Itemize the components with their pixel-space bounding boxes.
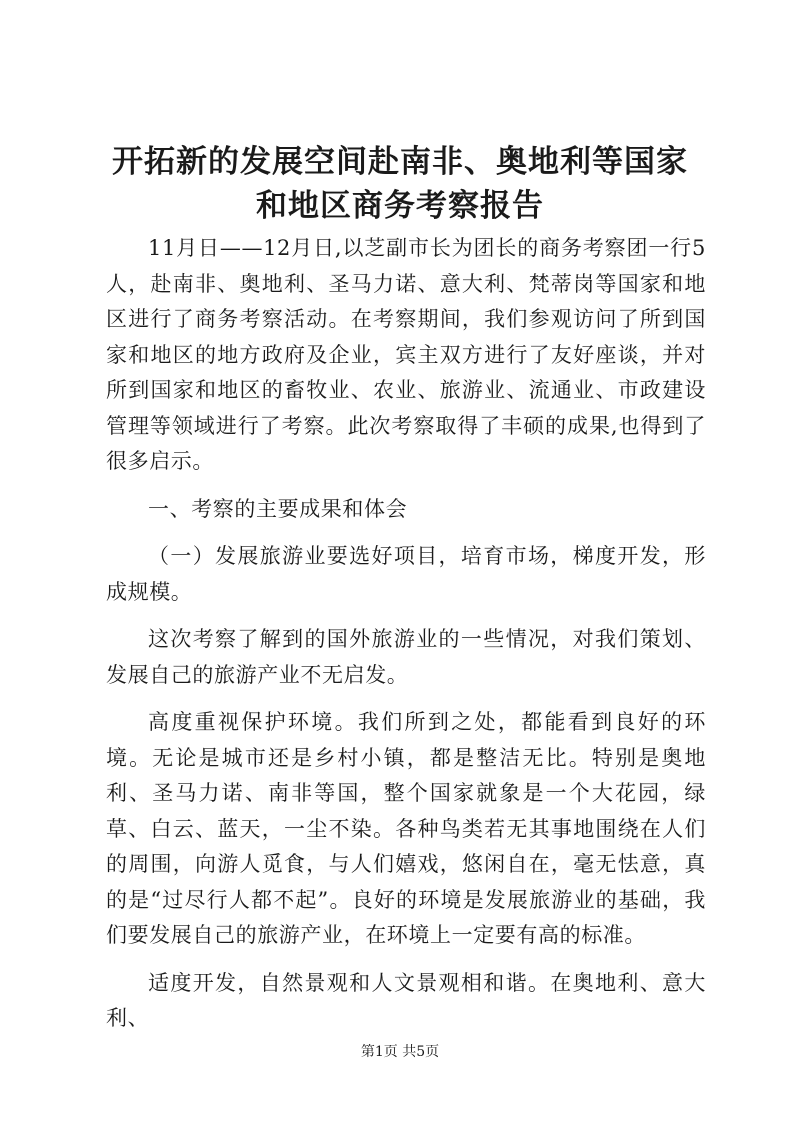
paragraph-environment: 高度重视保护环境。我们所到之处，都能看到良好的环境。无论是城市还是乡村小镇，都是整洁无比。特别是奥地利、圣马力诺、南非等国，整个国家就象是一个大花园，绿草、白云、蓝天，一尘不染。各种鸟类若无其事地围绕在人们的周围，向游人觅食，与人们嬉戏，悠闲自在，毫无怯意，真的是“过尽行人都不起”。良好的环境是发展旅游业的基础，我们要发展自己的旅游产业，在环境上一定要有高的标准。: [106, 710, 706, 947]
section-heading: 一、考察的主要成果和体会: [148, 496, 408, 521]
document-body: [106, 231, 706, 1037]
paragraph-intro: 11月日——12月日,以芝副市长为团长的商务考察团一行5人，赴南非、奥地利、圣马力诺、意大利、梵蒂岗等国家和地区进行了商务考察活动。在考察期间，我们参观访问了所到国家和地区的地方政府及企业，宾主双方进行了友好座谈，并对所到国家和地区的畜牧业、农业、旅游业、流通业、市政建设管理等领域进行了考察。此次考察取得了丰硕的成果,也得到了很多启示。: [106, 236, 706, 473]
paragraph-tourism-intro: 这次考察了解到的国外旅游业的一些情况，对我们策划、发展自己的旅游产业不无启发。: [106, 627, 706, 687]
document-title: 开拓新的发展空间赴南非、奥地利等国家和地区商务考察报告: [112, 144, 688, 224]
paragraph-development: 适度开发，自然景观和人文景观相和谐。在奥地利、意大利、: [106, 970, 706, 1030]
page-number-footer: 第1页 共5页: [360, 1044, 440, 1060]
subsection-heading: （一）发展旅游业要选好项目，培育市场，梯度开发，形成规模。: [106, 544, 706, 604]
